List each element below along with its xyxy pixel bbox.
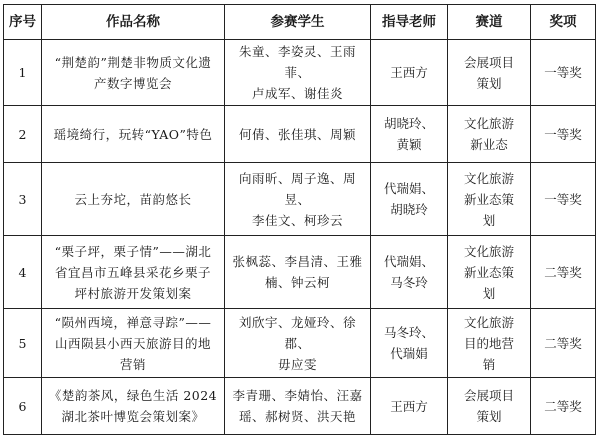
cell-award: 一等奖 [531,106,596,163]
cell-name [42,378,225,435]
cell-teachers-line: 马冬玲 [390,275,428,290]
cell-name-line: 瑶境绮行，玩转“YAO”特色 [53,126,213,142]
cell-students [225,40,371,106]
cell-students-line: 卢成军、谢佳炎 [251,86,343,101]
cell-track-line: 文化旅游 [463,116,514,131]
cell-teachers [371,163,448,236]
cell-track [448,40,531,106]
header-track: 赛道 [448,5,531,40]
cell-name-line: 《楚韵茶风，绿色生活 2024 [48,388,218,403]
cell-track-line: 新业态策 [463,191,514,207]
cell-index: 6 [4,378,42,435]
header-award: 奖项 [531,5,596,40]
cell-index: 3 [4,163,42,236]
cell-track-line: 文化旅游 [463,170,514,186]
cell-track-line: 划 [482,285,496,301]
cell-students [225,236,371,309]
cell-students-line: 刘欣宇、龙娅玲、徐郡、 [238,314,356,351]
cell-teachers [371,236,448,309]
cell-students-line: 瑶、郝树贤、洪天艳 [238,409,356,424]
cell-teachers [371,106,448,163]
cell-students [225,106,371,163]
cell-teachers-line: 胡晓玲、 [383,116,434,131]
cell-track-line: 销 [482,356,496,372]
cell-name-line: “陨州西境，禅意寻踪”—— [54,314,212,330]
cell-name-line: 产数字博览会 [93,75,172,91]
table-header [4,5,596,40]
table-body [4,40,596,435]
header-index: 序号 [4,5,42,40]
cell-track-line: 策划 [476,409,502,424]
cell-track [448,236,531,309]
cell-teachers [371,309,448,378]
cell-name-line: “栗子坪，栗子情”——湖北 [54,243,212,259]
cell-teachers-line: 王西方 [390,65,428,80]
cell-students [225,163,371,236]
cell-track [448,378,531,435]
cell-students [225,378,371,435]
cell-name-line: “荆楚韵”荆楚非物质文化遗 [54,54,212,70]
cell-name-line: 营销 [119,356,146,372]
table-row [4,106,596,163]
cell-name [42,309,225,378]
awards-table [3,4,596,435]
cell-teachers-line: 胡晓玲 [390,202,428,217]
cell-students-line: 李佳文、柯珍云 [251,212,343,228]
cell-students-line: 毋应雯 [277,356,317,372]
cell-students-line: 朱童、李姿灵、王雨菲、 [238,44,356,80]
cell-index: 1 [4,40,42,106]
cell-track [448,106,531,163]
table-row [4,236,596,309]
cell-track-line: 会展项目 [463,388,514,403]
cell-teachers-line: 代瑞娟、 [383,254,434,269]
cell-track-line: 划 [482,212,496,228]
cell-name [42,163,225,236]
table-row [4,163,596,236]
cell-students [225,309,371,378]
cell-award: 一等奖 [531,40,596,106]
cell-teachers-line: 黄颖 [396,137,422,152]
header-name: 作品名称 [42,5,225,40]
cell-students-line: 何倩、张佳琪、周颖 [238,126,356,142]
cell-track-line: 目的地营 [463,335,514,351]
table-row [4,309,596,378]
cell-track-line: 新业态 [470,137,508,152]
cell-award: 一等奖 [531,163,596,236]
cell-name-line: 云上夯坨，苗韵悠长 [74,191,192,207]
cell-track-line: 策划 [476,75,502,91]
cell-name [42,106,225,163]
cell-teachers-line: 代瑞娟、 [383,181,434,196]
cell-teachers-line: 王西方 [390,398,428,414]
cell-students-line: 张枫蕊、李昌清、王雅 [232,254,363,269]
cell-award: 二等奖 [531,309,596,378]
cell-name [42,236,225,309]
cell-index: 4 [4,236,42,309]
cell-teachers-line: 代瑞娟 [390,346,428,361]
header-row [4,5,596,40]
cell-teachers [371,40,448,106]
cell-name-line: 坪村旅游开发策划案 [74,285,192,301]
cell-award: 二等奖 [531,378,596,435]
cell-award: 二等奖 [531,236,596,309]
cell-track [448,309,531,378]
cell-students-line: 向雨昕、周子逸、周昱、 [238,170,356,207]
table-row [4,40,596,106]
header-teachers: 指导老师 [371,5,448,40]
table-row [4,378,596,435]
cell-track-line: 会展项目 [463,54,514,70]
cell-name-line: 湖北茶叶博览会策划案》 [61,409,205,424]
cell-track-line: 新业态策 [463,264,514,280]
cell-track [448,163,531,236]
cell-teachers-line: 马冬玲、 [383,325,434,340]
cell-index: 2 [4,106,42,163]
cell-name [42,40,225,106]
cell-track-line: 文化旅游 [463,243,514,259]
cell-students-line: 李青珊、李婧怡、汪嘉 [232,388,363,403]
cell-track-line: 文化旅游 [463,314,514,330]
cell-students-line: 楠、钟云柯 [264,275,330,290]
cell-name-line: 山西陨县小西天旅游目的地 [54,335,211,351]
cell-name-line: 省宜昌市五峰县采花乡栗子 [54,264,211,280]
cell-teachers [371,378,448,435]
cell-index: 5 [4,309,42,378]
header-students: 参赛学生 [225,5,371,40]
